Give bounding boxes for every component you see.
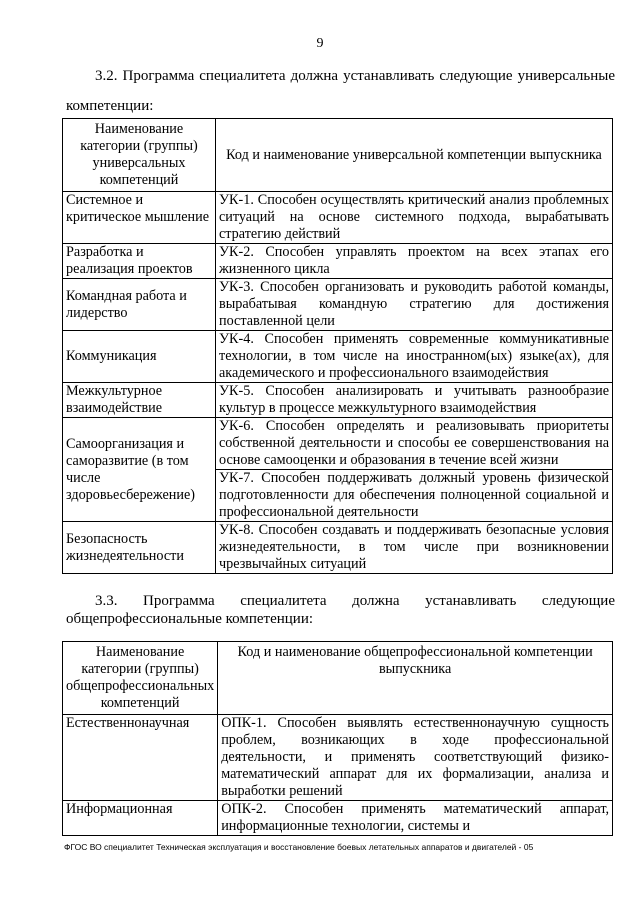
competence-cell: УК-2. Способен управлять проектом на всех этапах его жизненного цикла xyxy=(216,244,613,279)
table-row xyxy=(63,244,613,279)
section-3-3-line2: общепрофессиональные компетенции: xyxy=(66,611,314,627)
header-code: Код и наименование универсальной компетенции выпускника xyxy=(216,119,613,192)
universal-competencies-table xyxy=(62,118,613,574)
table-row xyxy=(63,522,613,574)
table-row xyxy=(63,801,613,836)
table-row xyxy=(63,418,613,470)
general-professional-competencies-table xyxy=(62,641,613,836)
table-header-row xyxy=(63,119,613,192)
category-cell: Коммуникация xyxy=(63,331,216,383)
category-cell: Межкультурное взаимодействие xyxy=(63,383,216,418)
table-row xyxy=(63,192,613,244)
category-cell: Информационная xyxy=(63,801,218,836)
competence-cell: ОПК-2. Способен применять математический аппарат, информационные технологии, системы и xyxy=(218,801,613,836)
competence-cell: УК-1. Способен осуществлять критический анализ проблемных ситуаций на основе системного подхода, вырабатывать стратегию действий xyxy=(216,192,613,244)
competence-cell: УК-3. Способен организовать и руководить работой команды, вырабатывая командную стратегию для достижения поставленной цели xyxy=(216,279,613,331)
header-category: Наименование категории (группы) общепрофессиональных компетенций xyxy=(63,642,218,715)
header-code: Код и наименование общепрофессиональной компетенции выпускника xyxy=(218,642,613,715)
page-number: 9 xyxy=(316,36,324,51)
section-3-2-line1: 3.2. Программа специалитета должна устанавливать следующие универсальные xyxy=(95,68,615,84)
category-cell: Самоорганизация и саморазвитие (в том числе здоровьесбережение) xyxy=(63,418,216,522)
category-cell: Безопасность жизнедеятельности xyxy=(63,522,216,574)
section-3-3-line1: 3.3. Программа специалитета должна устанавливать следующие xyxy=(95,593,615,609)
table-row xyxy=(63,715,613,801)
header-category: Наименование категории (группы) универсальных компетенций xyxy=(63,119,216,192)
competence-cell: УК-7. Способен поддерживать должный уровень физической подготовленности для обеспечения полноценной социальной и профессиональной деятельности xyxy=(216,470,613,522)
competence-cell: УК-8. Способен создавать и поддерживать безопасные условия жизнедеятельности, в том числе при возникновении чрезвычайных ситуаций xyxy=(216,522,613,574)
table-row xyxy=(63,331,613,383)
competence-cell: УК-4. Способен применять современные коммуникативные технологии, в том числе на иностранном(ых) языке(ах), для академического и профессионального взаимодействия xyxy=(216,331,613,383)
category-cell: Командная работа и лидерство xyxy=(63,279,216,331)
competence-cell: УК-5. Способен анализировать и учитывать разнообразие культур в процессе межкультурного взаимодействия xyxy=(216,383,613,418)
competence-cell: ОПК-1. Способен выявлять естественнонаучную сущность проблем, возникающих в ходе профессиональной деятельности, и применять соответствующий физико-математический аппарат для их формализации, анализа и выработки решений xyxy=(218,715,613,801)
section-3-2-line2: компетенции: xyxy=(66,98,154,114)
competence-cell: УК-6. Способен определять и реализовывать приоритеты собственной деятельности и способы ее совершенствования на основе самооценки и образования в течение всей жизни xyxy=(216,418,613,470)
category-cell: Естественнонаучная xyxy=(63,715,218,801)
table-row xyxy=(63,383,613,418)
category-cell: Системное и критическое мышление xyxy=(63,192,216,244)
document-footer: ФГОС ВО специалитет Техническая эксплуатация и восстановление боевых летательных аппаратов и двигателей - 05 xyxy=(64,842,534,852)
category-cell: Разработка и реализация проектов xyxy=(63,244,216,279)
table-row xyxy=(63,279,613,331)
table-header-row xyxy=(63,642,613,715)
